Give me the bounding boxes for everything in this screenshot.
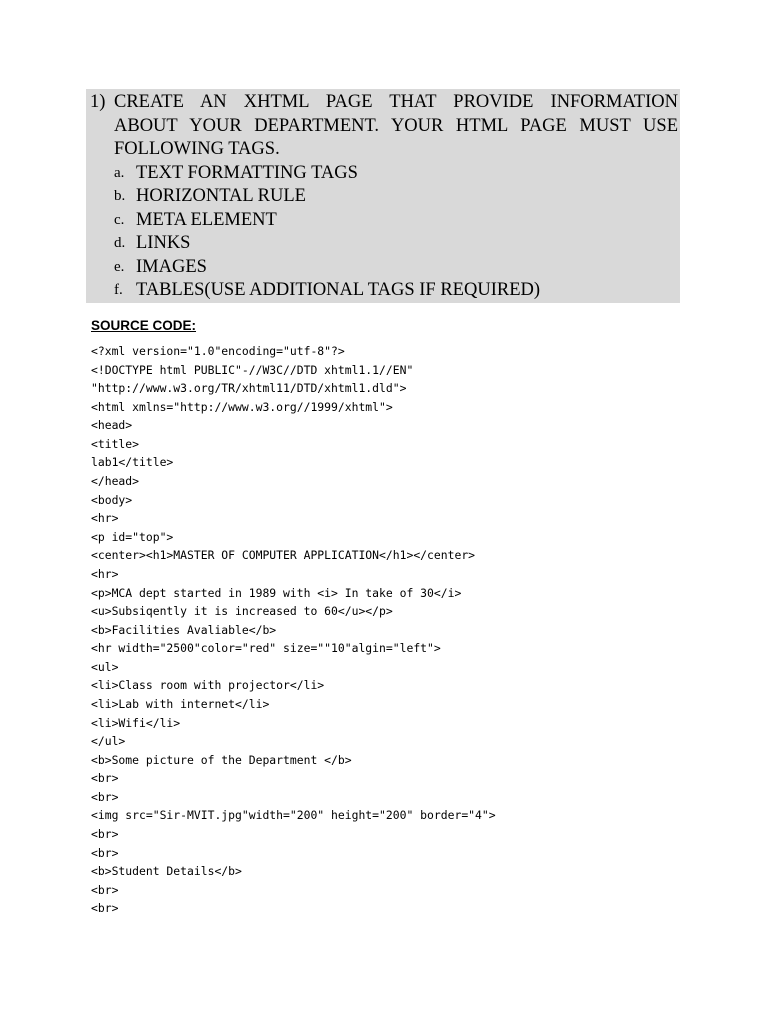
code-line: <html xmlns="http://www.w3.org//1999/xhtml"> <box>91 399 393 414</box>
code-line: <p id="top"> <box>91 529 174 544</box>
code-line: <hr> <box>91 566 119 581</box>
question-number: 1) <box>90 92 106 112</box>
list-item <box>114 256 678 280</box>
question-line: ABOUT YOUR DEPARTMENT. YOUR HTML PAGE MUST USE <box>114 115 678 136</box>
code-line: <b>Student Details</b> <box>91 864 242 879</box>
list-item-text: HORIZONTAL RULE <box>136 186 306 207</box>
list-item <box>114 209 678 233</box>
code-line: <body> <box>91 492 133 507</box>
list-marker: f. <box>114 282 123 299</box>
code-line: <head> <box>91 418 133 433</box>
list-item <box>114 232 678 256</box>
list-item <box>114 185 678 209</box>
source-code-heading: SOURCE CODE: <box>91 318 197 333</box>
list-marker: c. <box>114 211 125 228</box>
question-text <box>114 91 678 162</box>
code-line: <br> <box>91 901 119 916</box>
list-item-text: LINKS <box>136 233 191 254</box>
code-line: lab1</title> <box>91 455 174 470</box>
list-item-text: TABLES(USE ADDITIONAL TAGS IF REQUIRED) <box>136 280 541 301</box>
list-marker: d. <box>114 235 126 252</box>
list-item <box>114 162 678 186</box>
code-line: <b>Some picture of the Department </b> <box>91 752 352 767</box>
code-line: <p>MCA dept started in 1989 with <i> In take of 30</i> <box>91 585 462 600</box>
code-line: <?xml version="1.0"encoding="utf-8"?> <box>91 344 345 358</box>
list-item-text: IMAGES <box>136 256 207 277</box>
list-item-text: TEXT FORMATTING TAGS <box>136 162 358 183</box>
code-line: <hr width="2500"color="red" size=""10"algin="left"> <box>91 641 441 656</box>
question-heading <box>90 91 678 162</box>
list-marker: b. <box>114 188 126 205</box>
requirements-list <box>90 162 678 304</box>
code-line: </head> <box>91 474 140 489</box>
code-line: "http://www.w3.org/TR/xhtml11/DTD/xhtml1.dld"> <box>91 381 407 396</box>
code-line: <center><h1>MASTER OF COMPUTER APPLICATION</h1></center> <box>91 548 476 563</box>
code-line: <br> <box>91 845 119 860</box>
code-line: <li>Class room with projector</li> <box>91 678 325 693</box>
code-line: <hr> <box>91 511 119 526</box>
code-line: <br> <box>91 882 119 897</box>
code-line: <li>Lab with internet</li> <box>91 696 270 711</box>
code-line: </ul> <box>91 734 126 749</box>
list-marker: e. <box>114 258 125 275</box>
code-line: <li>Wifi</li> <box>91 715 181 730</box>
list-item <box>114 279 678 303</box>
code-line: <br> <box>91 789 119 804</box>
question-box <box>86 89 680 303</box>
source-code-block <box>91 342 496 918</box>
list-item-text: META ELEMENT <box>136 209 277 230</box>
code-line: <ul> <box>91 659 119 674</box>
code-line: <u>Subsiqently it is increased to 60</u></p> <box>91 604 393 619</box>
list-marker: a. <box>114 164 125 181</box>
code-line: <!DOCTYPE html PUBLIC"-//W3C//DTD xhtml1.1//EN" <box>91 362 414 377</box>
code-line: <br> <box>91 771 119 786</box>
code-line: <img src="Sir-MVIT.jpg"width="200" height="200" border="4"> <box>91 808 496 823</box>
code-line: <title> <box>91 436 140 451</box>
question-line: CREATE AN XHTML PAGE THAT PROVIDE INFORMATION <box>114 92 678 112</box>
code-line: <b>Facilities Avaliable</b> <box>91 622 277 637</box>
code-line: <br> <box>91 827 119 842</box>
question-line: FOLLOWING TAGS. <box>114 139 280 159</box>
